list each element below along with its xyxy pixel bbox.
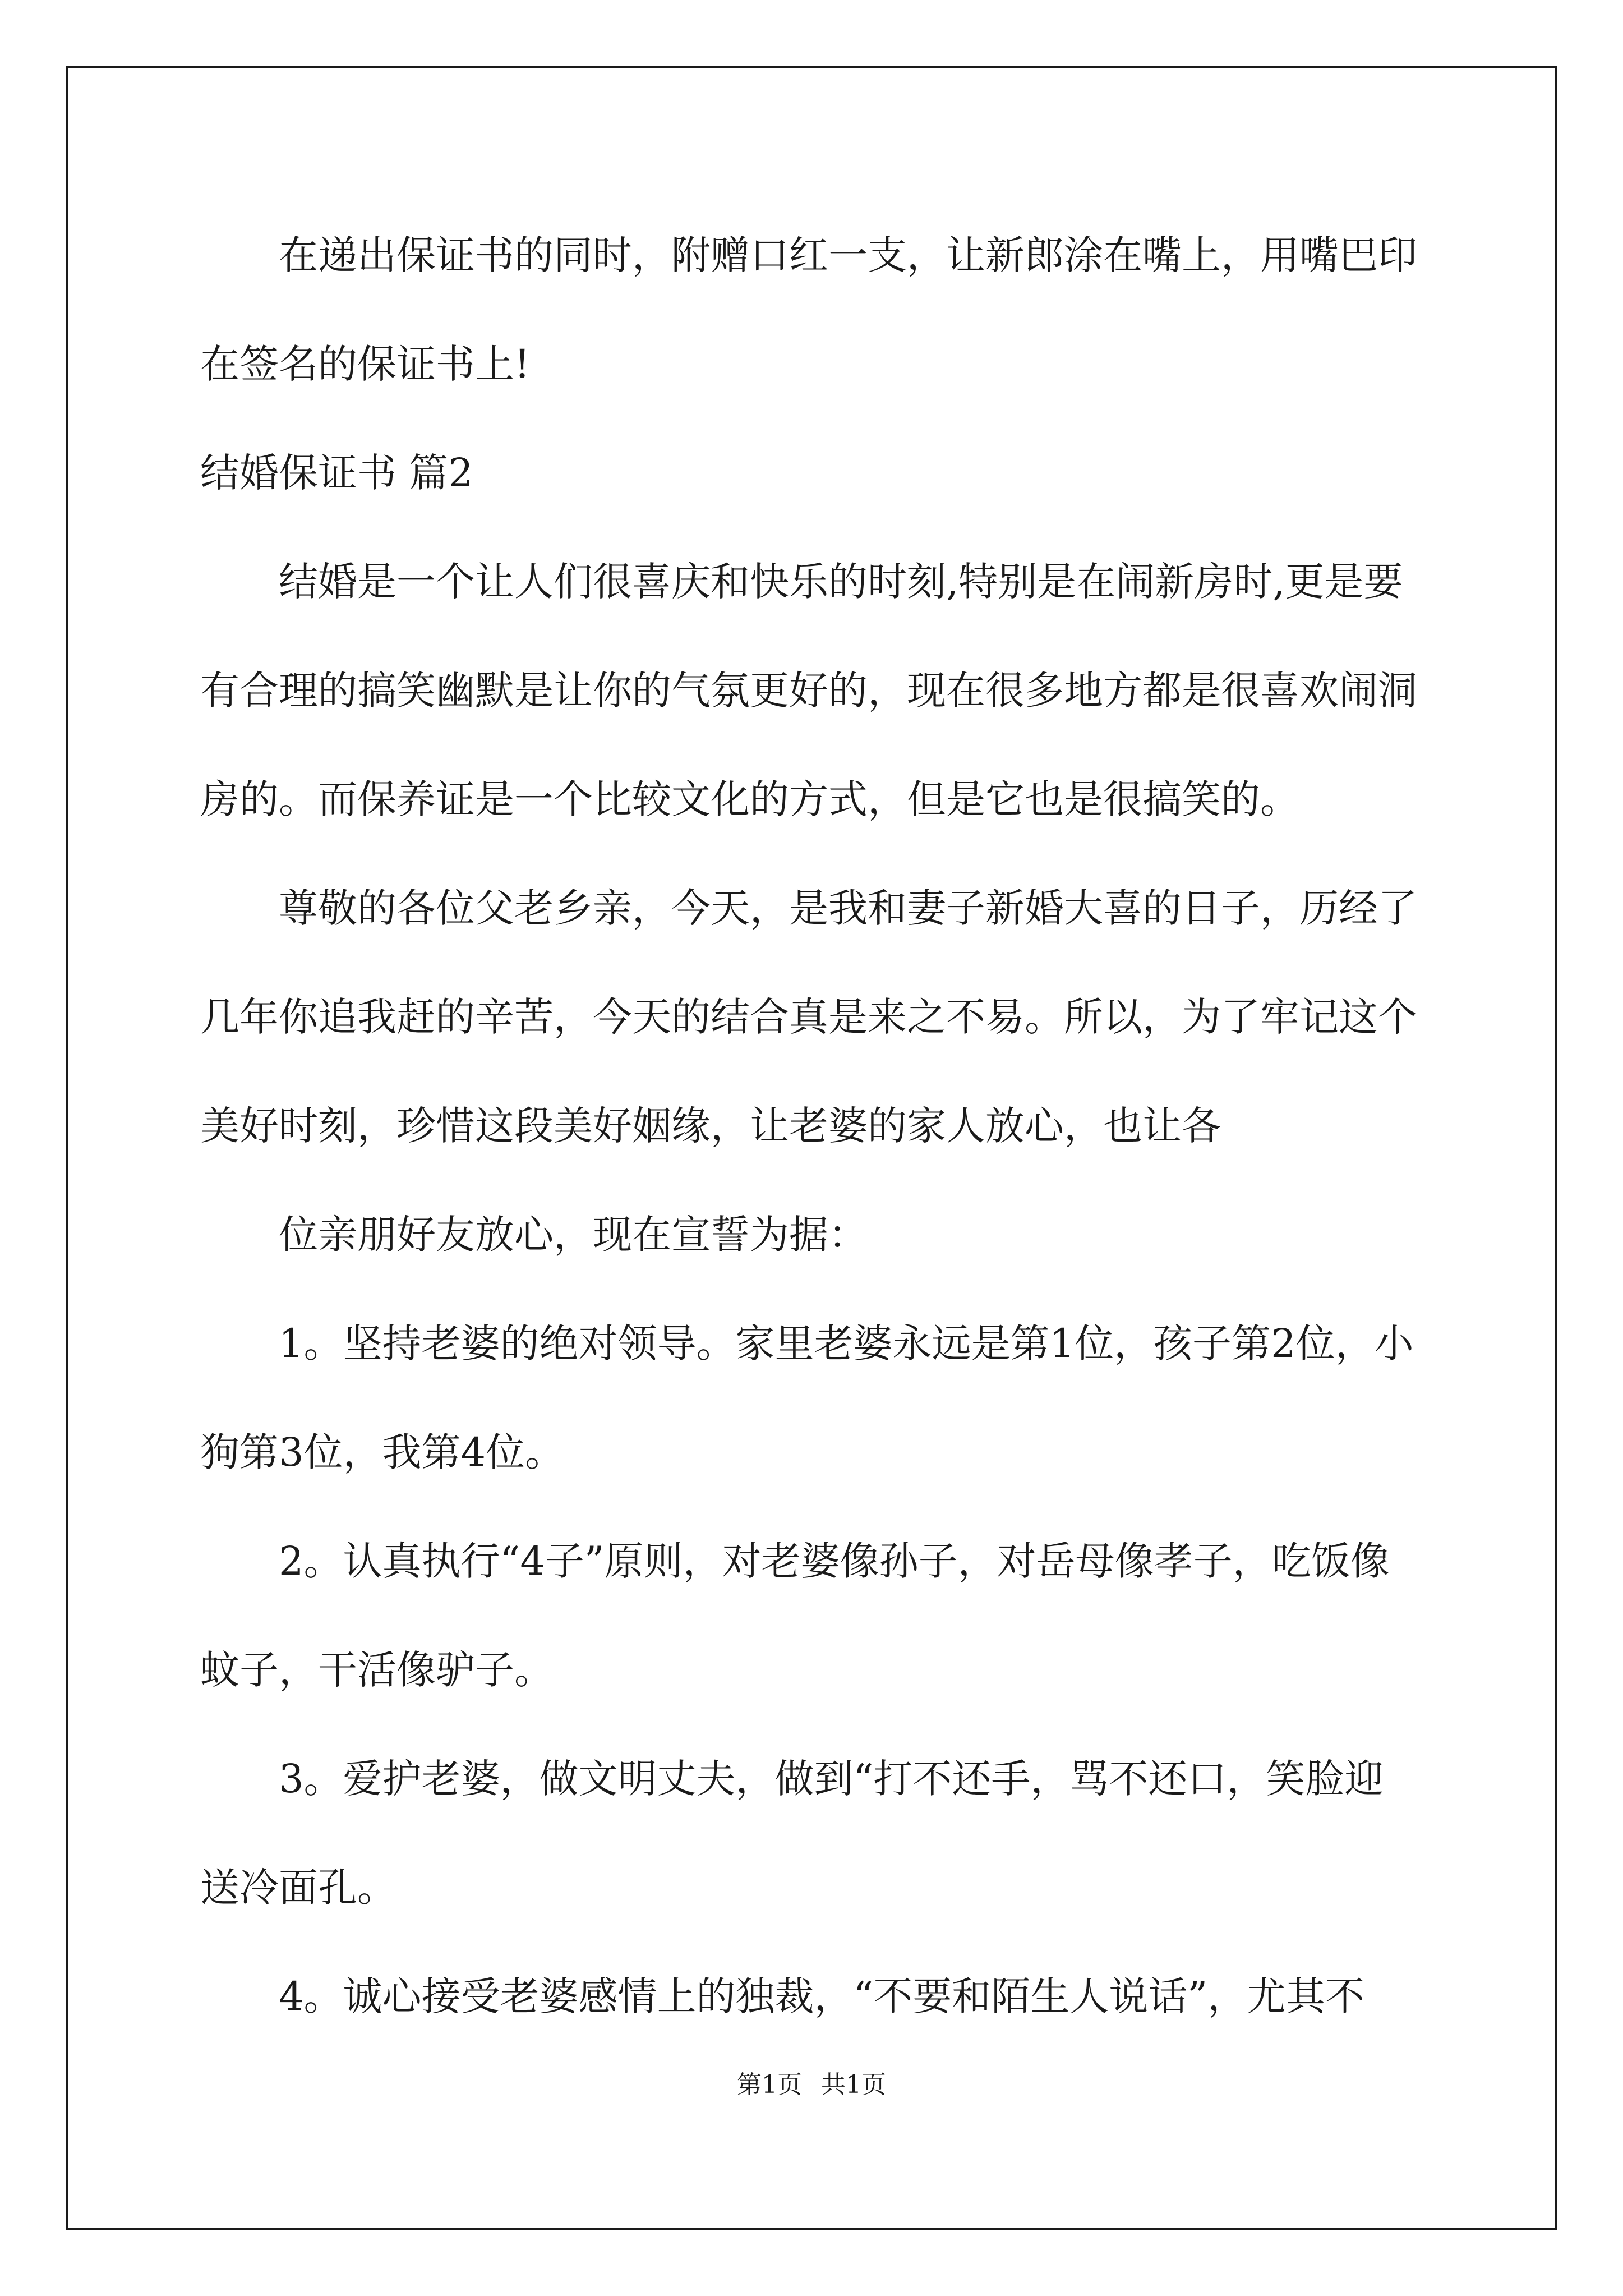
- list-item-3: 3。爱护老婆，做文明丈夫，做到“打不还手，骂不还口，笑脸迎送冷面孔。: [200, 1756, 1384, 1911]
- paragraph-3: 尊敬的各位父老乡亲，今天，是我和妻子新婚大喜的日子，历经了几年你追我赶的辛苦，今天的结合真是来之不易。所以，为了牢记这个美好时刻，珍惜这段美好姻缘，让老婆的家人放心，也让各: [200, 885, 1417, 1149]
- paragraph-4: 位亲朋好友放心，现在宣誓为据：: [279, 1212, 868, 1258]
- paragraph-2: 结婚是一个让人们很喜庆和快乐的时刻,特别是在闹新房时,更是要有合理的搞笑幽默是让你的气氛更好的，现在很多地方都是很喜欢闹洞房的。而保养证是一个比较文化的方式，但是它也是很搞笑的。: [200, 559, 1417, 822]
- list-item-2: 2。认真执行“4子”原则，对老婆像孙子，对岳母像孝子，吃饭像蚊子，干活像驴子。: [200, 1538, 1390, 1693]
- document-body: [200, 201, 1423, 2051]
- section-heading: 结婚保证书 篇2: [200, 450, 473, 496]
- list-item-1: 1。坚持老婆的绝对领导。家里老婆永远是第1位，孩子第2位，小狗第3位，我第4位。: [200, 1320, 1414, 1475]
- page-footer: 第1页 共1页: [737, 2070, 886, 2099]
- paragraph-1: 在递出保证书的同时，附赠口红一支，让新郎涂在嘴上，用嘴巴印在签名的保证书上!: [200, 232, 1417, 387]
- list-item-4: 4。诚心接受老婆感情上的独裁，“不要和陌生人说话”，尤其不: [279, 1973, 1365, 2019]
